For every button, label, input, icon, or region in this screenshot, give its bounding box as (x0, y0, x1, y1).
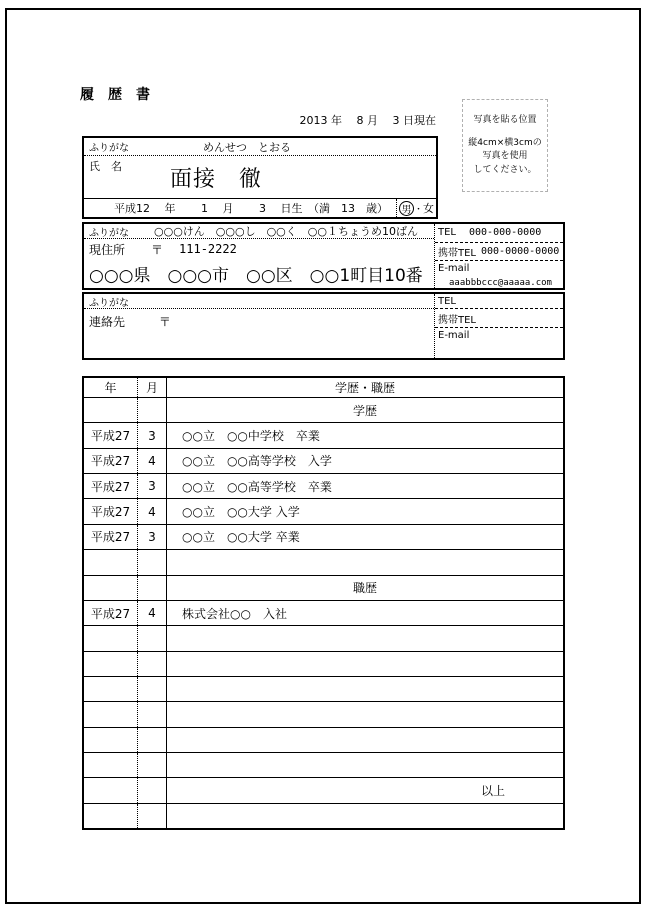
year-cell: 平成27 (84, 449, 138, 473)
month-cell (138, 804, 167, 828)
postal-mark: 〒 (158, 315, 171, 329)
year-cell (84, 702, 138, 726)
year-cell (84, 753, 138, 777)
mobile-tel-label: 携帯TEL (438, 314, 476, 326)
content-column-header: 学歴・職歴 (334, 381, 395, 395)
photo-note-line: 写真を使用 (482, 151, 528, 161)
month-cell (138, 626, 167, 650)
table-row (84, 626, 563, 651)
photo-note-line: 写真を貼る位置 (473, 115, 537, 125)
year-cell: 平成27 (84, 525, 138, 549)
tel-value: 000-000-0000 (469, 227, 542, 239)
month-cell (138, 753, 167, 777)
table-row (84, 550, 563, 575)
year-cell: 平成27 (84, 601, 138, 625)
mobile-tel-label: 携帯TEL (438, 247, 476, 259)
table-row (84, 499, 563, 524)
year-cell: 平成27 (84, 423, 138, 447)
tel-row (435, 294, 563, 309)
address-furigana-row (84, 224, 434, 239)
contact-address-row (84, 309, 434, 358)
table-row (84, 728, 563, 753)
photo-note-line: してください。 (473, 164, 537, 175)
month-cell: 4 (138, 499, 167, 523)
contact-section (82, 292, 565, 360)
birthdate-row (84, 199, 436, 217)
email-label: E-mail (438, 330, 470, 341)
table-row (84, 525, 563, 550)
email-row (435, 261, 563, 288)
year-cell: 平成27 (84, 499, 138, 523)
history-table (82, 376, 565, 830)
month-cell: 3 (138, 423, 167, 447)
table-row (84, 778, 563, 803)
month-cell (138, 398, 167, 422)
name-furigana-value: めんせつ とおる (203, 140, 291, 154)
postal-mark: 〒 (151, 242, 164, 257)
month-cell (138, 652, 167, 676)
year-cell (84, 677, 138, 701)
year-cell (84, 576, 138, 600)
content-cell: 職歴 (352, 581, 377, 596)
year-cell: 平成27 (84, 474, 138, 498)
gender-separator: ・ (413, 204, 423, 215)
name-furigana-row (84, 138, 436, 156)
year-cell (84, 804, 138, 828)
address-contact-column (434, 224, 563, 288)
content-cell (167, 677, 563, 701)
table-row (84, 652, 563, 677)
month-cell (138, 778, 167, 802)
photo-placeholder (462, 99, 548, 192)
month-column-header: 月 (138, 378, 167, 397)
name-section (82, 136, 438, 219)
month-cell (138, 728, 167, 752)
content-cell: 株式会社○○ 入社 (182, 606, 287, 621)
content-cell (167, 728, 563, 752)
photo-note-line: 縦4cm×横3cmの (468, 137, 542, 148)
page-title: 履 歴 書 (80, 87, 150, 103)
history-table-header (84, 378, 563, 398)
birthdate-value: 平成12 年 1 月 3 日生 （満 13 歳） (114, 202, 388, 215)
history-rows (84, 398, 563, 828)
gender-male-circled: 男 (399, 201, 414, 216)
table-row (84, 474, 563, 499)
mobile-tel-row (435, 309, 563, 328)
month-cell (138, 702, 167, 726)
month-cell: 3 (138, 525, 167, 549)
year-cell (84, 626, 138, 650)
furigana-label: ふりがな (89, 297, 129, 309)
furigana-label: ふりがな (89, 227, 129, 239)
year-cell (84, 550, 138, 574)
month-cell: 4 (138, 601, 167, 625)
month-cell: 4 (138, 449, 167, 473)
gender-field (396, 199, 436, 217)
content-cell (167, 652, 563, 676)
tel-label: TEL (438, 227, 456, 239)
month-cell (138, 677, 167, 701)
year-cell (84, 398, 138, 422)
content-cell (167, 550, 563, 574)
furigana-label: ふりがな (89, 143, 129, 154)
content-cell (167, 702, 563, 726)
month-cell (138, 576, 167, 600)
email-label: E-mail (438, 263, 470, 274)
month-cell (138, 550, 167, 574)
content-cell: ○○立 ○○高等学校 入学 (182, 454, 332, 469)
content-cell: ○○立 ○○大学 卒業 (182, 530, 300, 545)
postal-code-value: 111-2222 (179, 242, 237, 256)
current-date: 2013 年 8 月 3 日現在 (299, 114, 436, 127)
address-furigana-value: ○○○けん ○○○し ○○く ○○１ちょうめ10ばん (154, 225, 418, 238)
content-cell: 以上 (480, 784, 505, 799)
year-cell (84, 778, 138, 802)
contact-label: 連絡先 (89, 315, 126, 329)
address-label: 現住所 (89, 242, 126, 257)
content-cell: 学歴 (352, 403, 377, 418)
year-cell (84, 728, 138, 752)
address-left-column (84, 224, 434, 288)
name-value: 面接 徹 (170, 167, 263, 192)
tel-row (435, 224, 563, 243)
table-row (84, 753, 563, 778)
content-cell: ○○立 ○○大学 入学 (182, 505, 300, 520)
month-cell: 3 (138, 474, 167, 498)
table-row (84, 601, 563, 626)
name-row (84, 156, 436, 199)
email-row (435, 328, 563, 358)
contact-furigana-row (84, 294, 434, 309)
table-row (84, 423, 563, 448)
table-row (84, 677, 563, 702)
mobile-tel-value: 000-0000-0000 (481, 245, 560, 257)
email-value: aaabbbccc@aaaaa.com (449, 278, 552, 288)
table-row (84, 804, 563, 828)
year-cell (84, 652, 138, 676)
table-row (84, 702, 563, 727)
address-postal-row (84, 239, 434, 259)
name-label: 氏 名 (89, 160, 122, 173)
mobile-tel-row (435, 243, 563, 262)
year-column-header: 年 (84, 378, 138, 397)
address-value: ○○○県 ○○○市 ○○区 ○○1町目10番 (89, 266, 423, 286)
table-row (84, 576, 563, 601)
content-cell: ○○立 ○○高等学校 卒業 (182, 479, 332, 494)
tel-label: TEL (438, 295, 456, 307)
contact-right-column (434, 294, 563, 358)
contact-left-column (84, 294, 434, 358)
address-section (82, 222, 565, 290)
table-row (84, 398, 563, 423)
gender-female: 女 (423, 202, 434, 215)
content-cell (167, 753, 563, 777)
content-cell (167, 804, 563, 828)
content-cell: ○○立 ○○中学校 卒業 (182, 429, 320, 444)
table-row (84, 449, 563, 474)
content-cell (167, 626, 563, 650)
